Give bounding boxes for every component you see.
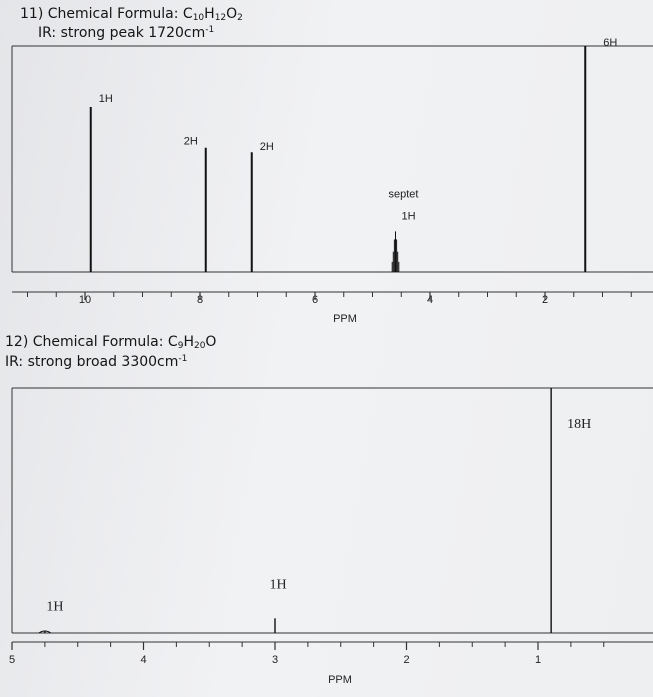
peak-integration-label: 2H [183,135,198,148]
problem-12-number: 12) [5,334,29,350]
formula-element: H [183,334,194,350]
problem-11-ir-sup: -1 [205,25,215,35]
ppm-tick-label: 6 [311,294,319,306]
ppm-tick-label: 2 [541,294,549,306]
problem-11-number: 11) [20,6,44,22]
problem-12-nmr-spectrum [0,380,653,697]
peak-integration-label: 1H [401,210,416,223]
formula-element: C [182,6,193,22]
ppm-tick-label: 4 [426,294,434,306]
problem-12-ir-sup: -1 [178,354,188,364]
ppm-tick-label: 1 [534,654,542,666]
ppm-tick-label: 8 [196,294,204,306]
formula-element: H [204,6,215,22]
peak-integration-label: 2H [259,141,274,154]
ppm-tick-label: 10 [78,294,92,306]
problem-12-formula-line [5,333,216,351]
problem-12-ir-label: IR: [5,354,24,370]
problem-11-formula-label: Chemical Formula: [47,6,179,22]
peak-integration-label: 1H [269,577,287,593]
problem-11-ir-label: IR: [38,25,57,41]
ppm-tick-label: 5 [8,654,16,666]
problem-12-formula [168,334,217,350]
peak-integration-label: 1H [98,93,113,106]
ppm-tick-label: 3 [271,654,279,666]
ppm-tick-label: 4 [140,654,147,666]
ppm-axis-label: PPM [328,674,352,686]
peak-multiplicity-label: septet [388,188,419,201]
problem-12-formula-label: Chemical Formula: [32,334,164,350]
formula-element: O [226,6,238,22]
ppm-tick-label: 2 [403,654,410,666]
formula-subscript: 9 [177,341,184,351]
peak-integration-label: 18H [567,417,592,432]
problem-12-ir-text: strong broad 3300cm [27,354,179,370]
problem-11-ir-text: strong peak 1720cm [60,25,206,41]
problem-11-formula-line [20,5,243,23]
ppm-axis-label: PPM [333,313,357,325]
problem-12-ir-line [5,353,187,371]
formula-subscript: 10 [192,13,205,23]
formula-subscript: 20 [193,341,206,351]
formula-element: C [167,334,178,350]
peak-integration-label: 6H [603,37,618,49]
formula-subscript: 2 [237,13,243,23]
formula-element: O [205,334,217,350]
peak-integration-label: 1H [46,599,64,615]
formula-subscript: 12 [214,13,227,23]
problem-11-nmr-spectrum [0,37,653,340]
problem-11-formula [183,6,243,22]
